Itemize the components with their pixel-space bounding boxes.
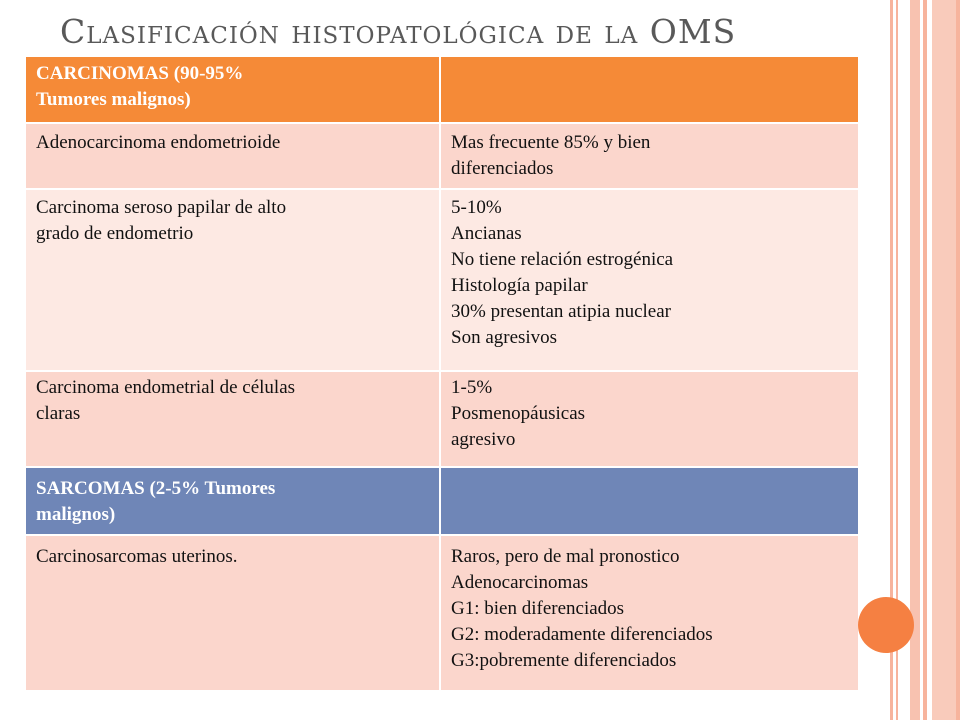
tipo-line: grado de endometrio (36, 223, 194, 244)
descripcion-line: 5-10% (451, 197, 502, 218)
tipo-cell (26, 189, 440, 371)
descripcion-line: Posmenopáusicas (451, 403, 586, 424)
descripcion-line: G1: bien diferenciados (451, 598, 625, 619)
stripe (932, 0, 956, 720)
descripcion-line: Ancianas (451, 223, 522, 244)
descripcion-line: Son agresivos (451, 327, 558, 348)
classification-table (26, 57, 858, 692)
descripcion-cell (440, 371, 858, 467)
descripcion-line: Adenocarcinomas (451, 572, 589, 593)
descripcion-line: G3:pobremente diferenciados (451, 650, 677, 671)
descripcion-cell (440, 535, 858, 691)
tipo-line: claras (36, 403, 81, 424)
carcinomas-header-row (26, 57, 858, 123)
stripe (910, 0, 920, 720)
table-row (26, 189, 858, 371)
descripcion-line: Histología papilar (451, 275, 588, 296)
table-row (26, 371, 858, 467)
sarcomas-header-line: malignos) (36, 504, 116, 525)
slide-title: Clasificación histopatológica de la OMS (60, 12, 737, 51)
descripcion-cell (440, 123, 858, 189)
tipo-cell (26, 123, 440, 189)
tipo-line: Carcinosarcomas uterinos. (36, 546, 238, 567)
table-row (26, 535, 858, 691)
carcinomas-header-line: CARCINOMAS (90-95% (36, 63, 244, 84)
tipo-line: Carcinoma seroso papilar de alto (36, 197, 287, 218)
descripcion-line: agresivo (451, 429, 516, 450)
descripcion-line: No tiene relación estrogénica (451, 249, 674, 270)
descripcion-cell (440, 189, 858, 371)
tipo-line: Adenocarcinoma endometrioide (36, 132, 281, 153)
empty-header-cell (440, 57, 858, 123)
sarcomas-header-line: SARCOMAS (2-5% Tumores (36, 478, 276, 499)
sarcomas-header-cell (26, 467, 440, 535)
stripe (956, 0, 960, 720)
sarcomas-header-row (26, 467, 858, 535)
tipo-line: Carcinoma endometrial de células (36, 377, 296, 398)
stripe (923, 0, 927, 720)
table-row (26, 123, 858, 189)
descripcion-line: Mas frecuente 85% y bien (451, 132, 651, 153)
descripcion-line: 1-5% (451, 377, 493, 398)
carcinomas-header-line: Tumores malignos) (36, 89, 191, 110)
descripcion-line: 30% presentan atipia nuclear (451, 301, 671, 322)
descripcion-line: G2: moderadamente diferenciados (451, 624, 713, 645)
descripcion-line: Raros, pero de mal pronostico (451, 546, 680, 567)
tipo-cell (26, 371, 440, 467)
empty-header-cell (440, 467, 858, 535)
decorative-circle (858, 597, 914, 653)
carcinomas-header-cell (26, 57, 440, 123)
descripcion-line: diferenciados (451, 158, 554, 179)
tipo-cell (26, 535, 440, 691)
